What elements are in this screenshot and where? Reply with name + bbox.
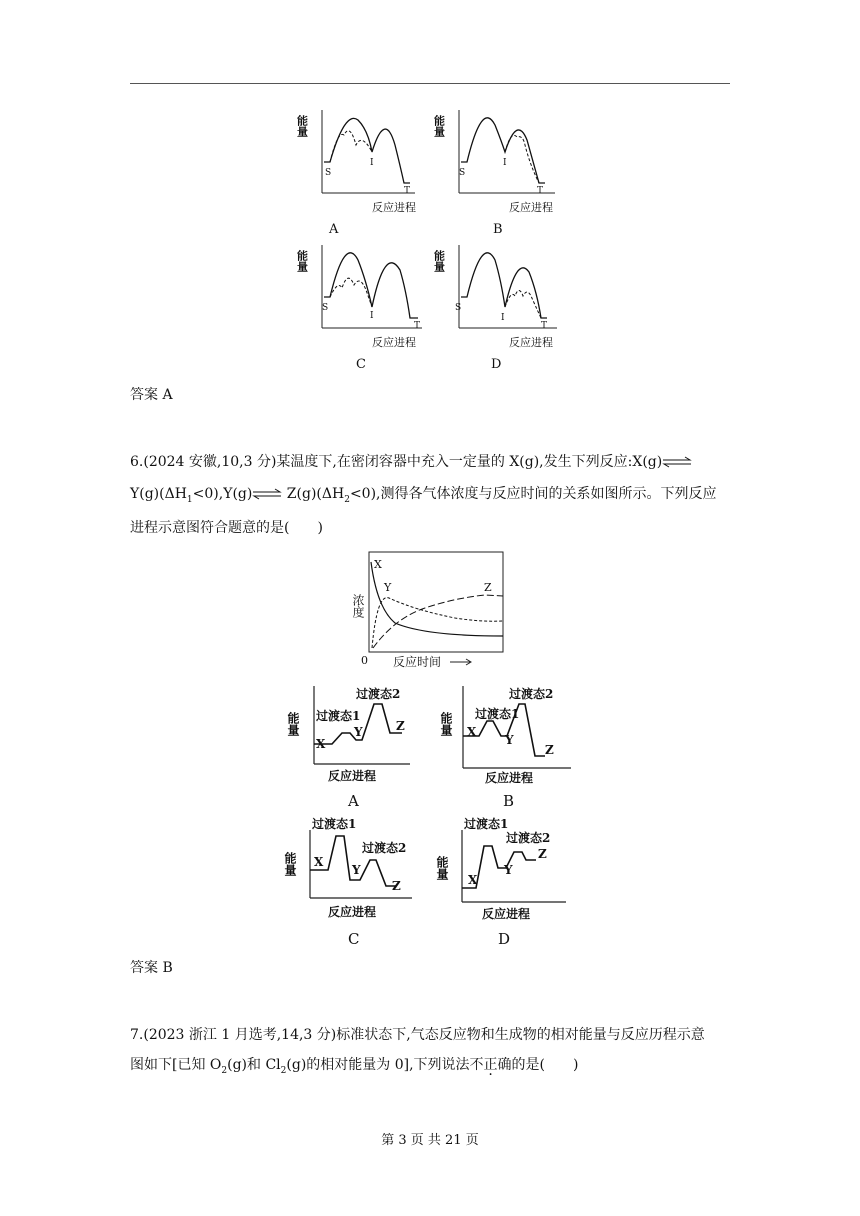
svg-text:能量: 能量: [432, 250, 446, 272]
svg-text:Z: Z: [545, 743, 554, 757]
header-rule: [130, 83, 730, 84]
svg-text:A: A: [329, 222, 339, 237]
svg-text:I: I: [370, 311, 374, 321]
svg-text:I: I: [370, 158, 374, 168]
q6-answer: 答案 B: [130, 960, 173, 976]
svg-text:反应进程: 反应进程: [328, 905, 377, 919]
svg-text:S: S: [455, 303, 462, 313]
equilibrium-arrow-icon: [252, 489, 282, 499]
q5-panel-c: [295, 240, 425, 372]
svg-text:S: S: [325, 168, 332, 178]
svg-text:过渡态2: 过渡态2: [356, 687, 401, 701]
q6-panel-b: [439, 678, 580, 810]
svg-text:S: S: [322, 303, 329, 313]
svg-text:Z: Z: [538, 847, 547, 861]
svg-text:反应进程: 反应进程: [485, 771, 534, 785]
svg-text:Z: Z: [484, 581, 492, 594]
svg-text:反应进程: 反应进程: [509, 336, 553, 349]
svg-text:X: X: [314, 855, 324, 869]
svg-text:X: X: [467, 725, 477, 739]
svg-text:能量: 能量: [432, 115, 446, 137]
q6-line-1: 6.(2024 安徽,10,3 分)某温度下,在密闭容器中充入一定量的 X(g),发生下列反应:X(g): [130, 452, 692, 472]
svg-text:D: D: [491, 357, 502, 372]
svg-text:Y: Y: [354, 725, 363, 739]
q6-line-2: $Y(g)(\Delta H_1<0),Y(g)$ $Z(g)(\Delta H_2<0)$,测得各气体浓度与反应时间的关系如图所示。下列反应: [130, 486, 717, 505]
svg-text:反应进程: 反应进程: [482, 907, 531, 921]
equilibrium-arrow-icon: [662, 457, 692, 467]
svg-text:I: I: [501, 313, 505, 323]
svg-text:T: T: [414, 321, 421, 331]
svg-text:I: I: [503, 158, 507, 168]
svg-text:T: T: [537, 186, 544, 196]
svg-text:0: 0: [361, 654, 368, 667]
svg-text:反应时间: 反应时间: [393, 655, 442, 669]
svg-text:D: D: [498, 930, 511, 948]
svg-text:B: B: [493, 222, 503, 237]
svg-text:反应进程: 反应进程: [372, 336, 416, 349]
svg-text:X: X: [316, 737, 326, 751]
svg-text:能量: 能量: [283, 852, 297, 876]
q6-concentration-graph: [351, 548, 515, 673]
svg-text:过渡态1: 过渡态1: [464, 817, 509, 831]
page-footer: 第 3 页 共 21 页: [381, 1133, 479, 1148]
q6-panel-a: [286, 678, 425, 810]
q6-line-3: 进程示意图符合题意的是( ): [130, 520, 323, 536]
svg-text:T: T: [404, 186, 411, 196]
svg-text:Y: Y: [504, 863, 513, 877]
svg-text:C: C: [356, 357, 366, 372]
svg-text:过渡态1: 过渡态1: [312, 817, 357, 831]
svg-text:能量: 能量: [286, 712, 300, 736]
svg-text:T: T: [541, 321, 548, 331]
svg-text:A: A: [348, 792, 359, 810]
svg-text:Y: Y: [505, 733, 514, 747]
svg-text:Y: Y: [352, 863, 361, 877]
svg-text:反应进程: 反应进程: [372, 201, 416, 214]
svg-text:Z: Z: [392, 879, 401, 893]
svg-text:过渡态2: 过渡态2: [506, 831, 551, 845]
svg-text:过渡态1: 过渡态1: [316, 709, 361, 723]
svg-text:Y: Y: [384, 581, 392, 594]
emphasis-text: 不正确: [469, 1057, 512, 1073]
q5-panel-b: [432, 105, 562, 237]
q5-panel-d: [432, 240, 562, 372]
svg-text:浓度: 浓度: [351, 594, 365, 618]
q7-line-2: 图如下[已知 $O_2(g)$和 $Cl_2(g)$的相对能量为 0],下列说法不正确的是( ): [130, 1057, 579, 1076]
svg-text:能量: 能量: [439, 712, 453, 736]
svg-text:Z: Z: [396, 719, 405, 733]
svg-text:X: X: [468, 873, 478, 887]
q5-panel-a: [295, 105, 425, 237]
svg-text:反应进程: 反应进程: [509, 201, 553, 214]
svg-text:C: C: [348, 930, 360, 948]
svg-text:B: B: [503, 792, 515, 810]
svg-text:能量: 能量: [435, 856, 449, 880]
svg-text:过渡态1: 过渡态1: [475, 707, 520, 721]
q6-panel-c: [283, 812, 423, 948]
q5-answer: 答案 A: [130, 387, 173, 403]
q7-line-1: 7.(2023 浙江 1 月选考,14,3 分)标准状态下,气态反应物和生成物的相对能量与反应历程示意: [130, 1027, 705, 1043]
svg-text:反应进程: 反应进程: [328, 769, 377, 783]
ylabel: 能量: [295, 115, 309, 137]
svg-text:能量: 能量: [295, 250, 309, 272]
svg-text:S: S: [459, 168, 466, 178]
svg-text:X: X: [374, 558, 382, 571]
svg-text:过渡态2: 过渡态2: [362, 841, 407, 855]
q6-panel-d: [435, 812, 575, 948]
svg-text:过渡态2: 过渡态2: [509, 687, 554, 701]
